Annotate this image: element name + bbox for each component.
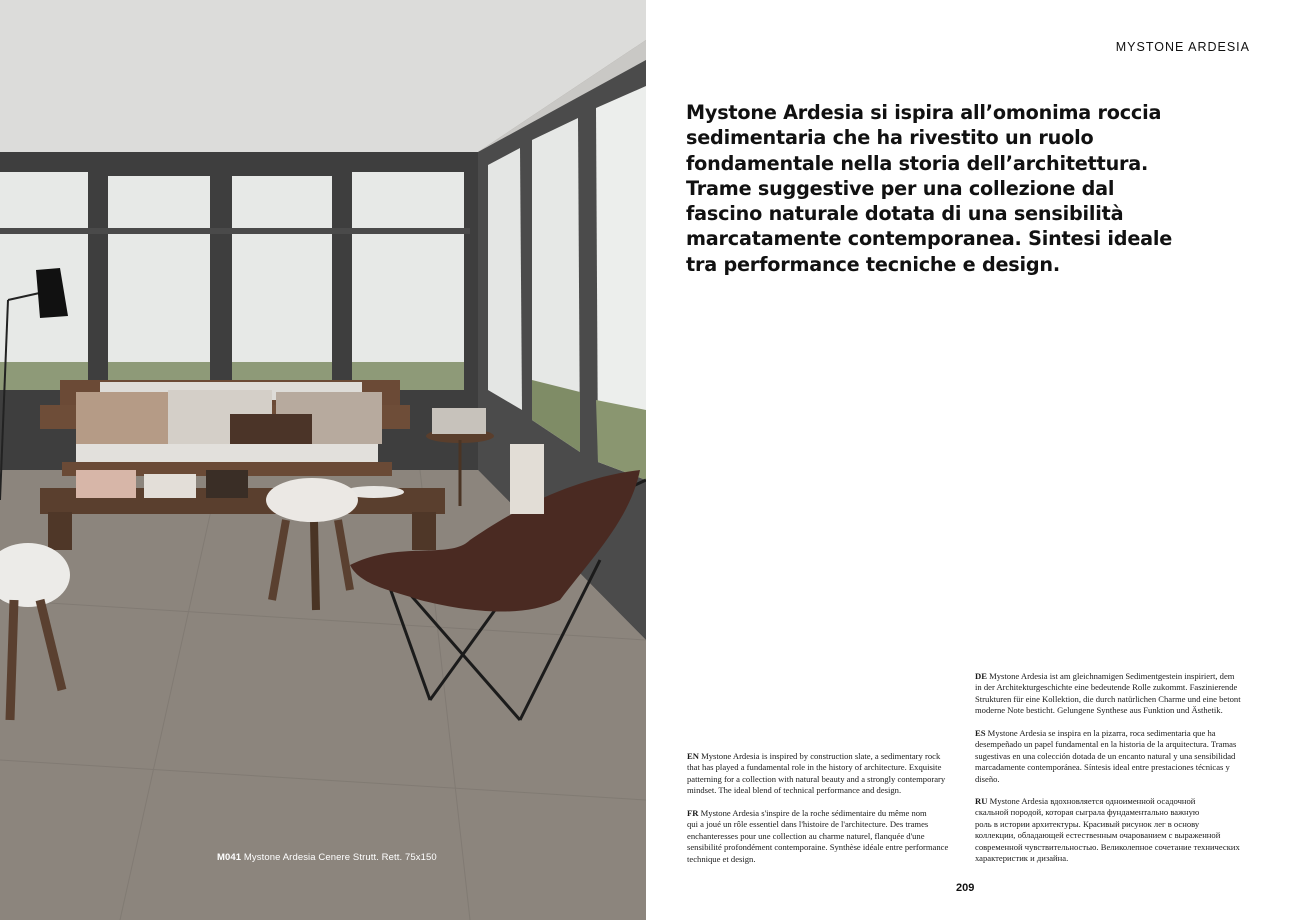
description-en — [687, 751, 945, 797]
description-line: Strukturen für eine Kollektion, die durch natürlichen Charme und eine betont — [975, 693, 1241, 704]
description-fr — [687, 808, 948, 865]
headline-line: fascino naturale dotata di una sensibilità — [686, 202, 1124, 226]
headline-line: fondamentale nella storia dell’architettura. — [686, 151, 1149, 175]
description-line: Mystone Ardesia ist am gleichnamigen Sedimentgestein inspiriert, dem — [989, 671, 1235, 681]
description-line: коллекции, обладающей естественным очарованием с выраженной — [975, 830, 1221, 841]
lang-code-ru: RU — [975, 796, 988, 806]
description-de — [975, 671, 1241, 717]
caption-product-name: Mystone Ardesia Cenere Strutt. Rett. 75x150 — [243, 852, 437, 863]
description-line: sugestivas en una colección dotada de un encanto natural y una sensibilidad — [975, 750, 1236, 761]
intro-headline — [686, 100, 1173, 277]
lang-code-es: ES — [975, 728, 986, 738]
description-line: скальной породой, которая сыграла фундаментально важную — [975, 807, 1200, 818]
headline-line: Trame suggestive per una collezione dal — [686, 176, 1115, 200]
description-line: patterning for a collection with natural beauty and a strongly contemporary — [687, 773, 946, 784]
description-line: mindset. The ideal blend of technical performance and design. — [687, 785, 902, 796]
caption-product-code: M041 — [217, 852, 242, 863]
description-line: diseño. — [975, 773, 1000, 784]
photo-caption — [217, 852, 437, 863]
description-line: sensibilité profondément contemporaine. Synthèse idéale entre performance — [687, 842, 949, 853]
page-number: 209 — [956, 882, 975, 894]
description-line: Mystone Ardesia вдохновляется одноименной осадочной — [989, 796, 1196, 806]
description-line: Mystone Ardesia is inspired by construction slate, a sedimentary rock — [701, 751, 941, 761]
headline-line: marcatamente contemporanea. Sintesi ideale — [686, 227, 1173, 251]
headline-line: Mystone Ardesia si ispira all’omonima roccia — [686, 101, 1162, 124]
description-line: qui a joué un rôle essentiel dans l'histoire de l'architecture. Des trames — [687, 819, 929, 830]
description-line: moderne Note besticht. Gelungene Synthese aus Funktion und Ästhetik. — [975, 705, 1223, 716]
description-line: Mystone Ardesia se inspira en la pizarra, roca sedimentaria que ha — [987, 728, 1216, 738]
description-line: in der Architekturgeschichte eine bedeutende Rolle zukommt. Faszinierende — [975, 682, 1238, 693]
description-line: that has played a fundamental role in the history of architecture. Exquisite — [687, 762, 942, 773]
description-line: характеристик и дизайна. — [975, 853, 1069, 864]
collection-title: MYSTONE ARDESIA — [1115, 40, 1250, 54]
description-line: desempeñado un papel fundamental en la historia de la arquitectura. Tramas — [975, 739, 1237, 750]
description-line: роль в истории архитектуры. Красивый рисунок лег в основу — [975, 818, 1200, 829]
headline-line: sedimentaria che ha rivestito un ruolo — [686, 126, 1094, 150]
lang-code-en: EN — [687, 751, 699, 761]
description-es — [975, 728, 1236, 785]
description-line: enchanteresses pour une collection au charme naturel, flanquée d'une — [687, 830, 925, 841]
lang-code-de: DE — [975, 671, 987, 681]
description-line: technique et design. — [687, 853, 756, 864]
description-ru — [975, 796, 1240, 864]
description-line: Mystone Ardesia s'inspire de la roche sédimentaire du même nom — [700, 808, 927, 818]
lang-code-fr: FR — [687, 808, 699, 818]
headline-line: tra performance tecniche e design. — [686, 252, 1060, 276]
description-line: современной чувствительностью. Великолепное сочетание технических — [975, 841, 1240, 852]
description-line: marcadamente contemporánea. Síntesis ideal entre prestaciones técnicas y — [975, 762, 1230, 773]
